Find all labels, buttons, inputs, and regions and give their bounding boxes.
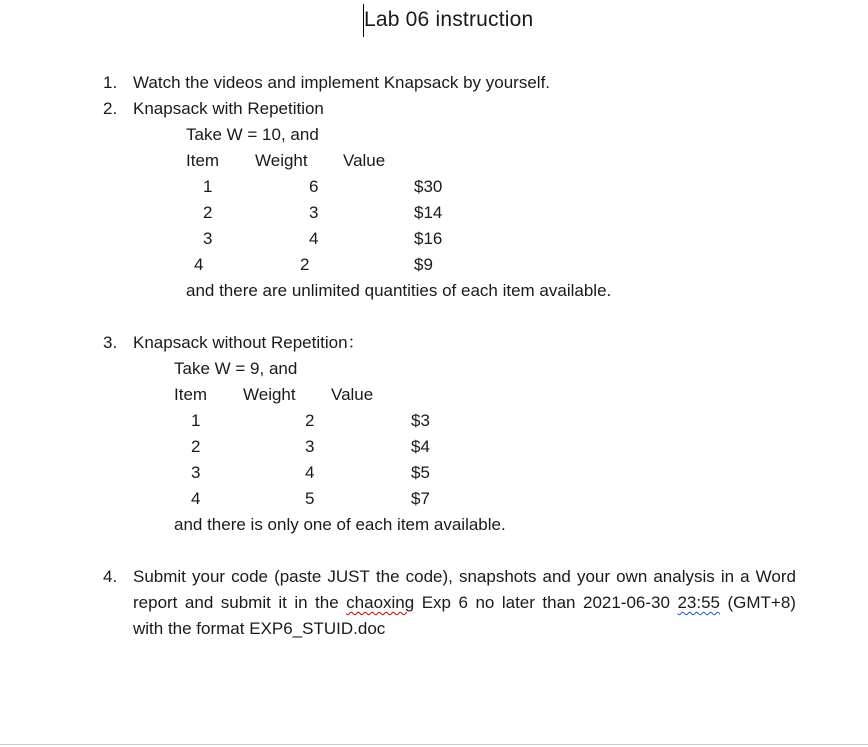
word: than bbox=[542, 593, 576, 612]
list-number-3: 3. bbox=[103, 333, 118, 352]
word: it bbox=[278, 593, 287, 612]
word: JUST bbox=[327, 567, 370, 586]
table-cell: 4 bbox=[309, 229, 319, 248]
table-cell: 3 bbox=[305, 437, 315, 456]
list-item-2-text: Knapsack with Repetition bbox=[133, 99, 324, 118]
section3-intro: Take W = 9, and bbox=[174, 359, 298, 378]
page-title: Lab 06 instruction bbox=[364, 8, 534, 31]
table-cell: 1 bbox=[203, 177, 213, 196]
word: Word bbox=[755, 567, 796, 586]
table-cell: $14 bbox=[414, 203, 443, 222]
table-cell: $4 bbox=[411, 437, 430, 456]
table-cell: 5 bbox=[305, 489, 315, 508]
section2-header-item: Item bbox=[186, 151, 220, 170]
word: (GMT+8) bbox=[727, 593, 796, 612]
word: report bbox=[133, 593, 178, 612]
table-cell: 3 bbox=[191, 463, 201, 482]
list-item-3-text: Knapsack without Repetition： bbox=[133, 333, 365, 352]
word: 2021-06-30 bbox=[582, 593, 670, 612]
section2-footer: and there are unlimited quantities of each item available. bbox=[186, 281, 612, 300]
word: a bbox=[740, 567, 750, 586]
table-cell: 2 bbox=[300, 255, 310, 274]
section2-intro: Take W = 10, and bbox=[186, 125, 319, 144]
section2-header-value: Value bbox=[343, 151, 386, 170]
table-cell: 4 bbox=[305, 463, 315, 482]
word: the bbox=[375, 567, 400, 586]
section2-header-weight: Weight bbox=[255, 151, 308, 170]
table-cell: $3 bbox=[411, 411, 430, 430]
table-cell: $5 bbox=[411, 463, 430, 482]
word: Exp bbox=[421, 593, 451, 612]
list-item-1-text: Watch the videos and implement Knapsack by yourself. bbox=[133, 73, 551, 92]
word: the bbox=[315, 593, 339, 612]
word: code bbox=[231, 567, 268, 586]
table-cell: 2 bbox=[203, 203, 213, 222]
word: submit bbox=[220, 593, 271, 612]
word: your bbox=[576, 567, 611, 586]
section3-header-item: Item bbox=[174, 385, 208, 404]
word: (paste bbox=[274, 567, 322, 586]
table-cell: 3 bbox=[309, 203, 319, 222]
table-cell: $30 bbox=[414, 177, 443, 196]
word: snapshots bbox=[458, 567, 537, 586]
word: in bbox=[720, 567, 735, 586]
section4-line-1 bbox=[133, 567, 796, 587]
word: no bbox=[475, 593, 495, 612]
table-cell: $16 bbox=[414, 229, 443, 248]
word: 6 bbox=[458, 593, 468, 612]
section4-line-2 bbox=[133, 593, 796, 613]
list-number-2: 2. bbox=[103, 99, 118, 118]
word: in bbox=[294, 593, 308, 612]
spellcheck-word[interactable]: chaoxing bbox=[346, 593, 415, 612]
table-cell: $9 bbox=[414, 255, 433, 274]
grammar-check-word[interactable]: 23:55 bbox=[677, 593, 720, 612]
page-bottom-border bbox=[0, 744, 868, 745]
section3-header-value: Value bbox=[331, 385, 374, 404]
table-cell: 2 bbox=[191, 437, 201, 456]
table-cell: 6 bbox=[309, 177, 319, 196]
section4-line-3: with the format EXP6_STUID.doc bbox=[133, 619, 386, 638]
table-cell: 3 bbox=[203, 229, 213, 248]
table-cell: 1 bbox=[191, 411, 201, 430]
word: later bbox=[501, 593, 535, 612]
table-cell: 4 bbox=[191, 489, 201, 508]
section3-header-weight: Weight bbox=[243, 385, 296, 404]
word: and bbox=[184, 593, 214, 612]
word: Submit bbox=[133, 567, 186, 586]
table-cell: $7 bbox=[411, 489, 430, 508]
list-number-4: 4. bbox=[103, 567, 118, 586]
section3-footer: and there is only one of each item available. bbox=[174, 515, 506, 534]
word: and bbox=[542, 567, 571, 586]
word: code), bbox=[405, 567, 453, 586]
word: your bbox=[191, 567, 226, 586]
word: analysis bbox=[653, 567, 715, 586]
word: own bbox=[616, 567, 648, 586]
table-cell: 4 bbox=[194, 255, 204, 274]
list-number-1: 1. bbox=[103, 73, 118, 92]
table-cell: 2 bbox=[305, 411, 315, 430]
